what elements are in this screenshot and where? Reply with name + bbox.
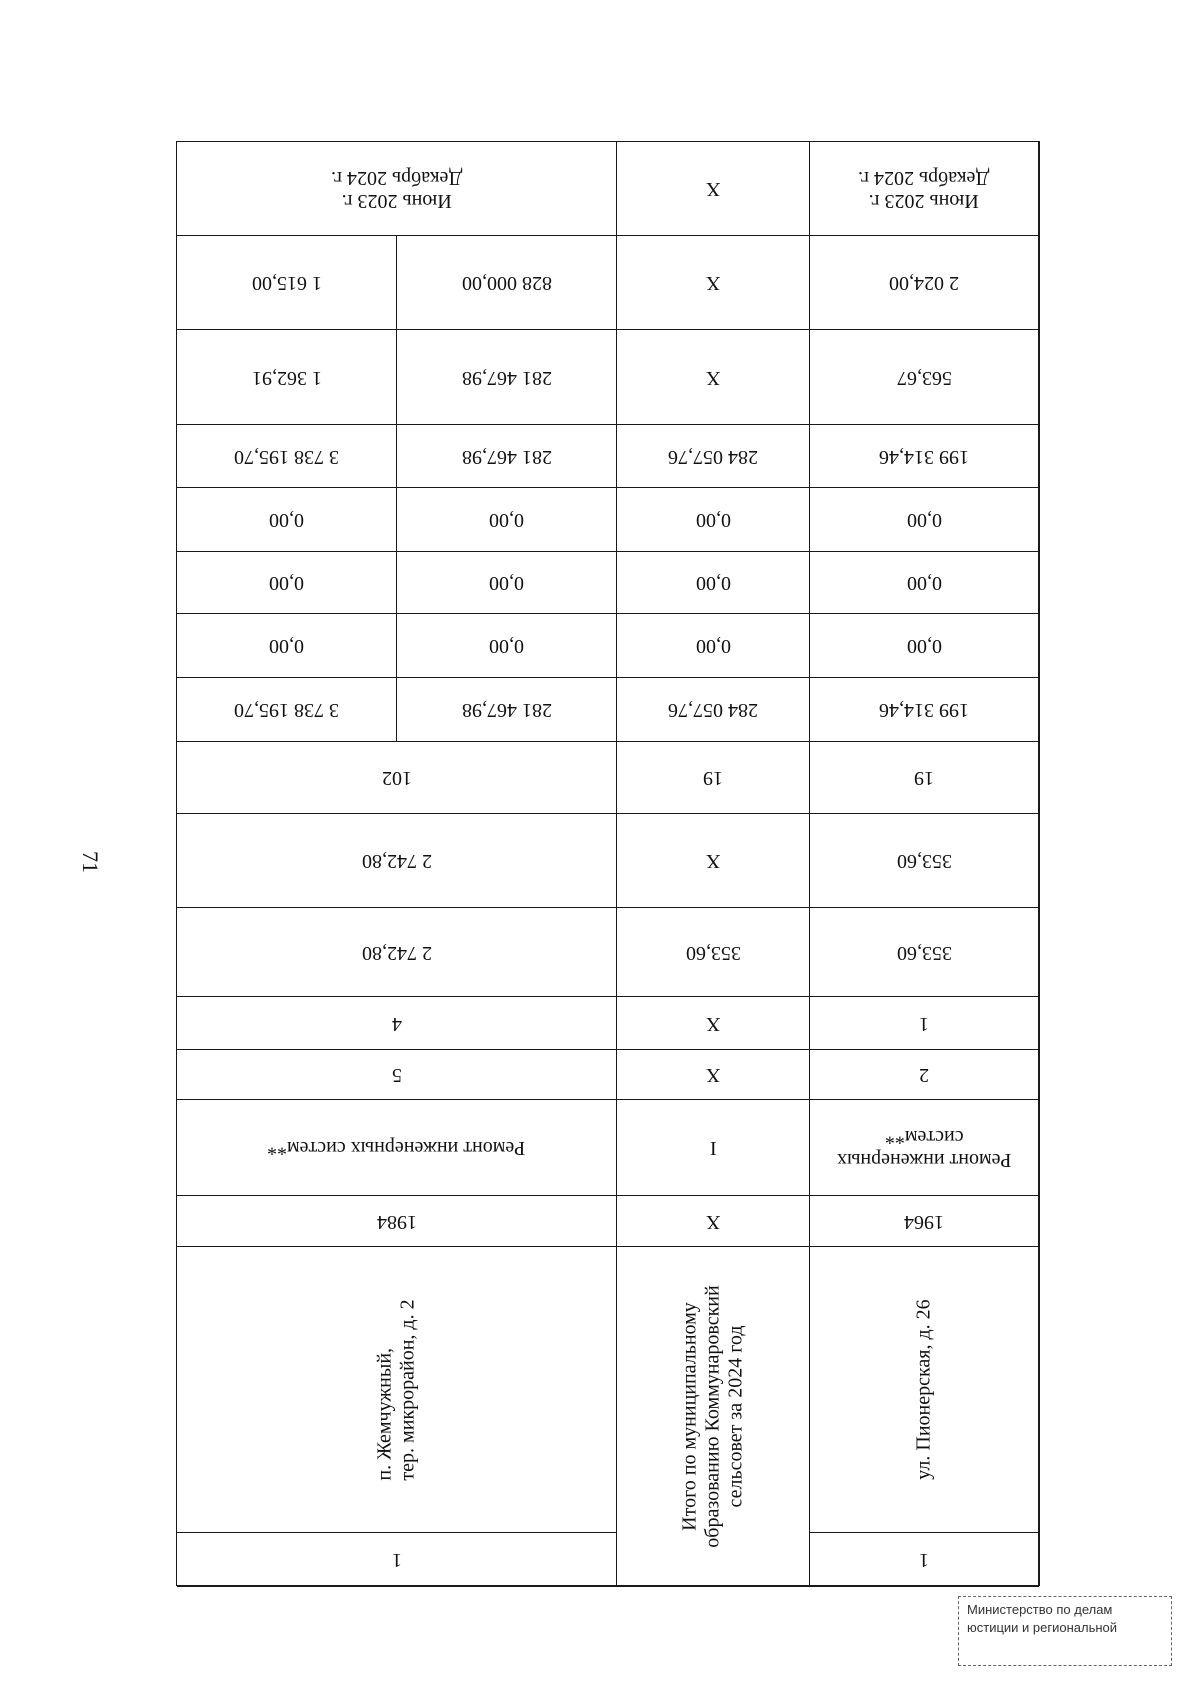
- cell-text: 0,00: [489, 635, 524, 657]
- cell-text: 284 057,76: [668, 445, 758, 468]
- cell-text: 2 742,80: [361, 941, 432, 964]
- cell-A-r14: [177, 1100, 617, 1196]
- cell-text: 1: [919, 1012, 929, 1035]
- cell-D-r6: [810, 552, 1039, 614]
- cell-C-r12: [617, 997, 810, 1050]
- cell-text: Х: [705, 366, 721, 389]
- cell-D-r5: [810, 488, 1039, 552]
- cell-text: 4: [391, 1012, 402, 1035]
- cell-A-r2: [177, 236, 397, 330]
- cell-D-r12: [810, 997, 1039, 1050]
- cell-text: Х: [705, 1210, 721, 1233]
- cell-B-r6: [397, 552, 617, 614]
- cell-text: Июнь 2023 г. Декабрь 2024 г.: [330, 166, 463, 212]
- cell-text: Х: [705, 850, 721, 872]
- cell-text: 0,00: [695, 635, 731, 657]
- cell-text: Х: [705, 1064, 721, 1086]
- cell-text: 563,67: [896, 366, 952, 389]
- cell-text: 2: [919, 1064, 929, 1086]
- cell-A-r3: [177, 330, 397, 425]
- cell-D-r17: [810, 1533, 1039, 1587]
- registration-stamp: [958, 1596, 1172, 1666]
- cell-text: 2 742,80: [361, 850, 432, 872]
- cell-text: 281 467,98: [461, 445, 552, 468]
- cell-text: 3 738 195,70: [234, 445, 339, 468]
- cell-A-r15: [177, 1196, 617, 1247]
- cell-text: 0,00: [269, 635, 304, 657]
- cell-A-r9: [177, 742, 617, 814]
- cell-D-r11: [810, 908, 1039, 997]
- cell-text: I: [709, 1137, 717, 1159]
- cell-text: 199 314,46: [879, 445, 969, 468]
- cell-C-r6: [617, 552, 810, 614]
- cell-A-r12: [177, 997, 617, 1050]
- cell-A-r6: [177, 552, 397, 614]
- cell-B-r3: [397, 330, 617, 425]
- cell-C-r10: [617, 814, 810, 908]
- cell-text: 0,00: [906, 509, 942, 531]
- cell-D-r1: [810, 142, 1039, 236]
- cell-text: 284 057,76: [668, 699, 758, 721]
- cell-D-r15: [810, 1196, 1039, 1247]
- cell-text: 199 314,46: [879, 699, 969, 721]
- cell-text: Итого по муниципальному образованию Коммунаровский сельсовет за 2024 год: [678, 1285, 747, 1548]
- cell-A-r1: [177, 142, 617, 236]
- cell-text: Х: [705, 1012, 721, 1035]
- data-table: [176, 141, 1040, 1586]
- cell-text: 353,60: [896, 941, 952, 964]
- cell-text: 353,60: [896, 850, 952, 872]
- cell-C-r9: [617, 742, 810, 814]
- cell-text: 353,60: [685, 941, 741, 964]
- cell-A-r4: [177, 425, 397, 488]
- cell-C-r11: [617, 908, 810, 997]
- cell-C-r2: [617, 236, 810, 330]
- cell-text: 0,00: [489, 572, 524, 594]
- cell-D-r3: [810, 330, 1039, 425]
- cell-C-r13: [617, 1050, 810, 1100]
- cell-B-r2: [397, 236, 617, 330]
- cell-text: Х: [705, 178, 721, 200]
- cell-B-r5: [397, 488, 617, 552]
- cell-D-r14: [810, 1100, 1039, 1196]
- stamp-line-2: юстиции и региональной: [967, 1619, 1118, 1635]
- cell-text: 3 738 195,70: [234, 699, 339, 721]
- cell-C-r3: [617, 330, 810, 425]
- cell-text: Ремонт инженерных систем**: [836, 1125, 1012, 1171]
- cell-text: 1984: [376, 1210, 417, 1233]
- cell-text: 0,00: [269, 572, 304, 594]
- cell-D-r10: [810, 814, 1039, 908]
- cell-text: 1 615,00: [251, 272, 322, 294]
- cell-text: 5: [391, 1064, 402, 1086]
- cell-text: 0,00: [269, 509, 304, 531]
- cell-D-r7: [810, 614, 1039, 678]
- cell-text: Июнь 2023 г. Декабрь 2024 г.: [858, 166, 990, 212]
- cell-C-r16: [617, 1247, 810, 1587]
- cell-text: п. Жемчужный, тер. микрорайон, д. 2: [373, 1298, 419, 1481]
- cell-text: 0,00: [906, 572, 942, 594]
- cell-A-r7: [177, 614, 397, 678]
- cell-A-r17: [177, 1533, 617, 1587]
- cell-B-r8: [397, 678, 617, 742]
- cell-C-r7: [617, 614, 810, 678]
- cell-text: 281 467,98: [461, 366, 552, 389]
- cell-text: 1964: [904, 1210, 944, 1233]
- cell-D-r2: [810, 236, 1039, 330]
- cell-D-r9: [810, 742, 1039, 814]
- cell-text: 828 000,00: [461, 272, 552, 294]
- cell-A-r11: [177, 908, 617, 997]
- cell-D-r13: [810, 1050, 1039, 1100]
- cell-A-r5: [177, 488, 397, 552]
- cell-C-r5: [617, 488, 810, 552]
- cell-text: 0,00: [695, 509, 731, 531]
- cell-text: 281 467,98: [461, 699, 552, 721]
- cell-text: 19: [703, 767, 723, 789]
- cell-text: 0,00: [489, 509, 524, 531]
- page-number: 71: [78, 851, 103, 873]
- cell-A-r16: [177, 1247, 617, 1533]
- cell-B-r7: [397, 614, 617, 678]
- cell-C-r15: [617, 1196, 810, 1247]
- cell-text: 0,00: [695, 572, 731, 594]
- cell-A-r10: [177, 814, 617, 908]
- cell-text: 102: [381, 767, 412, 789]
- cell-text: Ремонт инженерных систем**: [267, 1137, 526, 1159]
- cell-A-r8: [177, 678, 397, 742]
- cell-text: ул. Пионерская, д. 26: [912, 1299, 935, 1480]
- cell-text: 0,00: [906, 635, 942, 657]
- cell-D-r16: [810, 1247, 1039, 1533]
- cell-text: 2 024,00: [889, 272, 959, 294]
- cell-D-r4: [810, 425, 1039, 488]
- cell-text: 1: [919, 1549, 929, 1571]
- cell-text: 1: [391, 1549, 402, 1571]
- cell-B-r4: [397, 425, 617, 488]
- cell-A-r13: [177, 1050, 617, 1100]
- cell-D-r8: [810, 678, 1039, 742]
- cell-C-r4: [617, 425, 810, 488]
- cell-text: Х: [705, 272, 721, 294]
- stamp-line-1: Министерство по делам: [967, 1602, 1113, 1617]
- cell-C-r1: [617, 142, 810, 236]
- cell-C-r14: [617, 1100, 810, 1196]
- cell-C-r8: [617, 678, 810, 742]
- cell-text: 19: [914, 767, 934, 789]
- cell-text: 1 362,91: [251, 366, 322, 389]
